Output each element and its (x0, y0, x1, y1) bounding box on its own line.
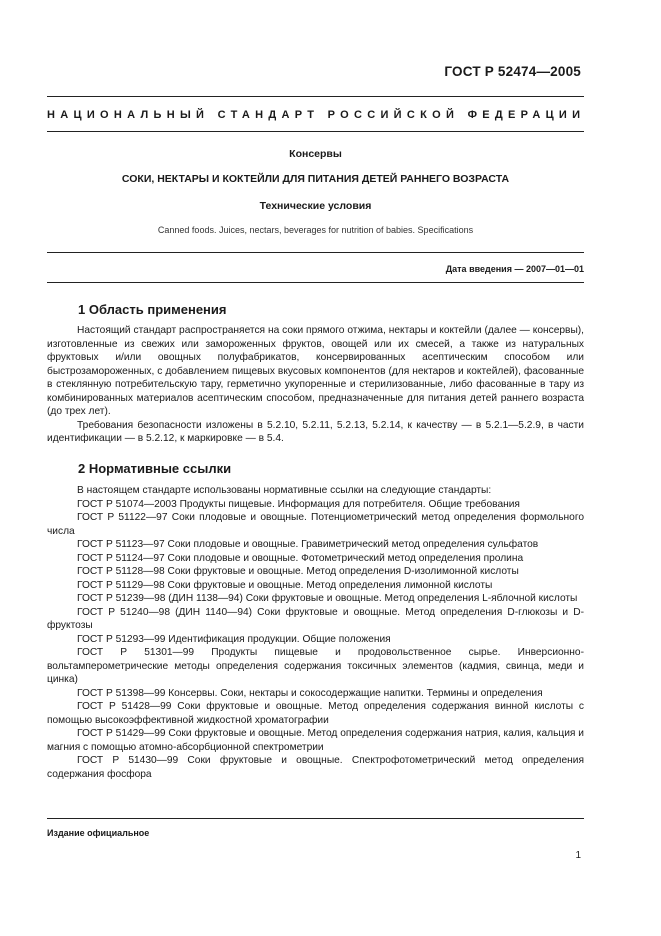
reference-item: ГОСТ Р 51122—97 Соки плодовые и овощные. Потенциометрический метод определения формольного числа (47, 512, 584, 537)
reference-item: ГОСТ Р 51128—98 Соки фруктовые и овощные. Метод определения D-изолимонной кислоты (77, 566, 519, 577)
section2-intro: В настоящем стандарте использованы нормативные ссылки на следующие стандарты: (77, 485, 492, 496)
section2-body (47, 484, 584, 781)
effective-date: Дата введения — 2007—01—01 (445, 264, 584, 274)
reference-item: ГОСТ Р 51301—99 Продукты пищевые и продовольственное сырье. Инверсионно-вольтамперометрические методы определения содержания токсичных элементов (кадмия, свинца, меди и цинка) (47, 647, 584, 685)
section1-body (47, 324, 584, 446)
page-number: 1 (575, 850, 581, 861)
reference-item: ГОСТ Р 51074—2003 Продукты пищевые. Информация для потребителя. Общие требования (77, 498, 520, 510)
top-divider (47, 96, 584, 97)
gost-code: ГОСТ Р 52474—2005 (444, 64, 581, 79)
english-title: Canned foods. Juices, nectars, beverages for nutrition of babies. Specifications (157, 225, 474, 235)
document-title: СОКИ, НЕКТАРЫ И КОКТЕЙЛИ ДЛЯ ПИТАНИЯ ДЕТЕЙ РАННЕГО ВОЗРАСТА (121, 173, 510, 185)
reference-item: ГОСТ Р 51428—99 Соки фруктовые и овощные. Метод определения содержания винной кислоты с помощью высокоэффективной жидкостной хроматографии (47, 701, 584, 726)
document-type: Консервы (289, 148, 342, 160)
footer-divider (47, 818, 584, 819)
reference-item: ГОСТ Р 51293—99 Идентификация продукции. Общие положения (77, 633, 391, 645)
reference-item: ГОСТ Р 51123—97 Соки плодовые и овощные. Гравиметрический метод определения сульфатов (77, 539, 539, 550)
document-subtitle: Технические условия (259, 200, 372, 212)
reference-item: ГОСТ Р 51129—98 Соки фруктовые и овощные. Метод определения лимонной кислоты (77, 579, 493, 591)
section2-heading: 2 Нормативные ссылки (78, 461, 232, 476)
reference-item: ГОСТ Р 51429—99 Соки фруктовые и овощные. Метод определения содержания натрия, калия, кальция и магния с помощью атомно-абсорбционной спектрометрии (47, 728, 584, 753)
section1-heading: 1 Область применения (78, 302, 227, 317)
section1-paragraph: Требования безопасности изложены в 5.2.10, 5.2.11, 5.2.13, 5.2.14, к качеству — в 5.2.1—5.2.9, в части идентификации — в 5.2.12, к маркировке — в 5.4. (47, 419, 584, 444)
reference-item: ГОСТ Р 51398—99 Консервы. Соки, нектары и сокосодержащие напитки. Термины и определения (77, 687, 543, 699)
date-divider (47, 282, 584, 283)
section1-paragraph: Настоящий стандарт распространяется на соки прямого отжима, нектары и коктейли (далее — консервы), изготовленные из свежих или замороженных фруктов, овощей или их смесей, а также из натуральных фруктовых и/или овощных полуфабрикатов, консервированных асептическим способом или быстрозамороженных, с добавлением пищевых вкусовых компонентов (для нектаров и коктейлей), фасованные в стеклянную потребительскую тару, герметично укупоренные и стерилизованные, либо фасованные в тару из комбинированных материалов асептическим способом, предназначенные для питания детей раннего возраста (до трех лет). (47, 325, 584, 417)
reference-item: ГОСТ Р 51239—98 (ДИН 1138—94) Соки фруктовые и овощные. Метод определения L-яблочной кислоты (77, 593, 578, 604)
reference-item: ГОСТ Р 51430—99 Соки фруктовые и овощные. Спектрофотометрический метод определения содержания фосфора (47, 755, 584, 780)
national-standard-line: НАЦИОНАЛЬНЫЙ СТАНДАРТ РОССИЙСКОЙ ФЕДЕРАЦИИ (47, 109, 586, 121)
national-divider (47, 131, 584, 132)
edition-note: Издание официальное (47, 828, 150, 838)
title-divider (47, 252, 584, 253)
reference-item: ГОСТ Р 51124—97 Соки плодовые и овощные. Фотометрический метод определения пролина (77, 552, 524, 564)
reference-item: ГОСТ Р 51240—98 (ДИН 1140—94) Соки фруктовые и овощные. Метод определения D-глюкозы и D-фруктозы (47, 606, 584, 631)
